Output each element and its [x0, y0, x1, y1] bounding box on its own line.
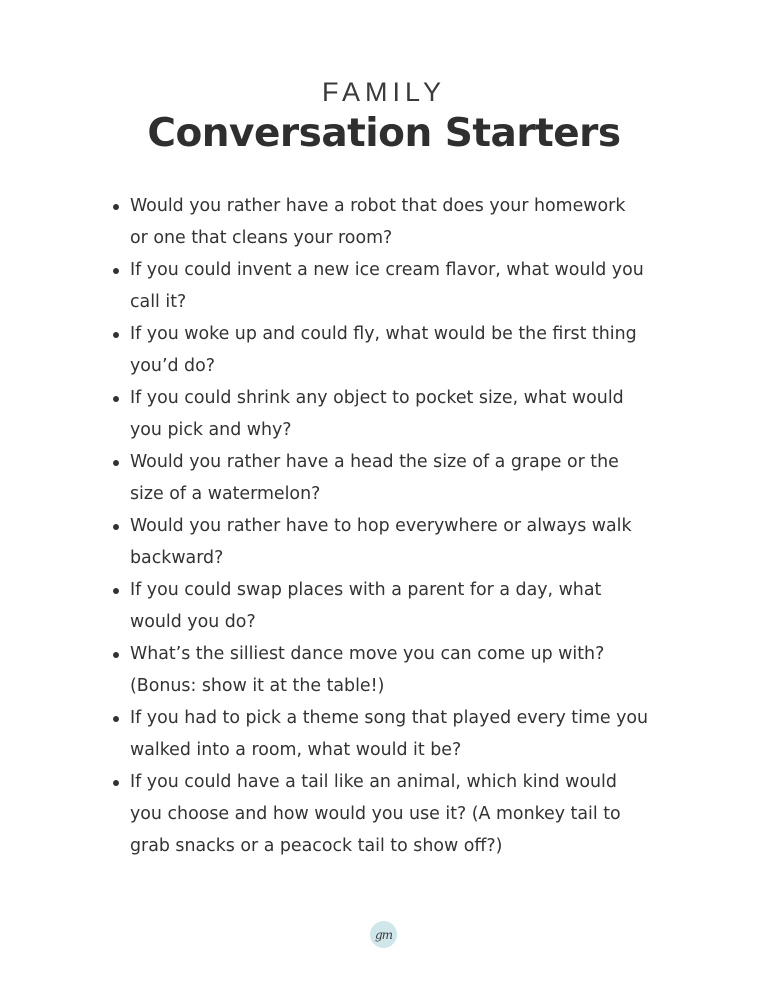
question-item: [130, 574, 690, 638]
question-line: walked into a room, what would it be?: [130, 740, 462, 760]
bullet-icon: [113, 524, 119, 530]
bullet-icon: [113, 652, 119, 658]
question-line: call it?: [130, 292, 187, 312]
question-item: [130, 446, 690, 510]
question-line: size of a watermelon?: [130, 484, 321, 504]
question-list: [130, 190, 690, 862]
question-line: If you had to pick a theme song that played every time you: [130, 708, 649, 728]
bullet-icon: [113, 268, 119, 274]
question-line: If you could have a tail like an animal, which kind would: [130, 772, 617, 792]
question-line: If you woke up and could fly, what would be the first thing: [130, 324, 637, 344]
question-item: [130, 510, 690, 574]
question-line: (Bonus: show it at the table!): [130, 676, 385, 696]
brand-logo: gm: [370, 921, 397, 948]
question-item: [130, 638, 690, 702]
bullet-icon: [113, 716, 119, 722]
question-line: If you could swap places with a parent for a day, what: [130, 580, 602, 600]
question-line: grab snacks or a peacock tail to show off?): [130, 836, 503, 856]
question-line: you pick and why?: [130, 420, 292, 440]
question-line: backward?: [130, 548, 224, 568]
question-line: What’s the silliest dance move you can come up with?: [130, 644, 605, 664]
question-line: Would you rather have to hop everywhere or always walk: [130, 516, 632, 536]
question-item: [130, 190, 690, 254]
question-line: you’d do?: [130, 356, 215, 376]
page-eyebrow: FAMILY: [321, 77, 447, 107]
question-line: or one that cleans your room?: [130, 228, 393, 248]
bullet-icon: [113, 204, 119, 210]
question-line: Would you rather have a robot that does your homework: [130, 196, 626, 216]
bullet-icon: [113, 396, 119, 402]
bullet-icon: [113, 780, 119, 786]
question-line: would you do?: [130, 612, 256, 632]
bullet-icon: [113, 460, 119, 466]
bullet-icon: [113, 332, 119, 338]
page-title: Conversation Starters: [147, 111, 621, 156]
question-line: If you could invent a new ice cream flavor, what would you: [130, 260, 644, 280]
question-line: Would you rather have a head the size of a grape or the: [130, 452, 619, 472]
question-item: [130, 766, 690, 862]
question-item: [130, 318, 690, 382]
question-item: [130, 702, 690, 766]
question-line: If you could shrink any object to pocket size, what would: [130, 388, 624, 408]
question-item: [130, 382, 690, 446]
question-line: you choose and how would you use it? (A monkey tail to: [130, 804, 621, 824]
question-item: [130, 254, 690, 318]
bullet-icon: [113, 588, 119, 594]
